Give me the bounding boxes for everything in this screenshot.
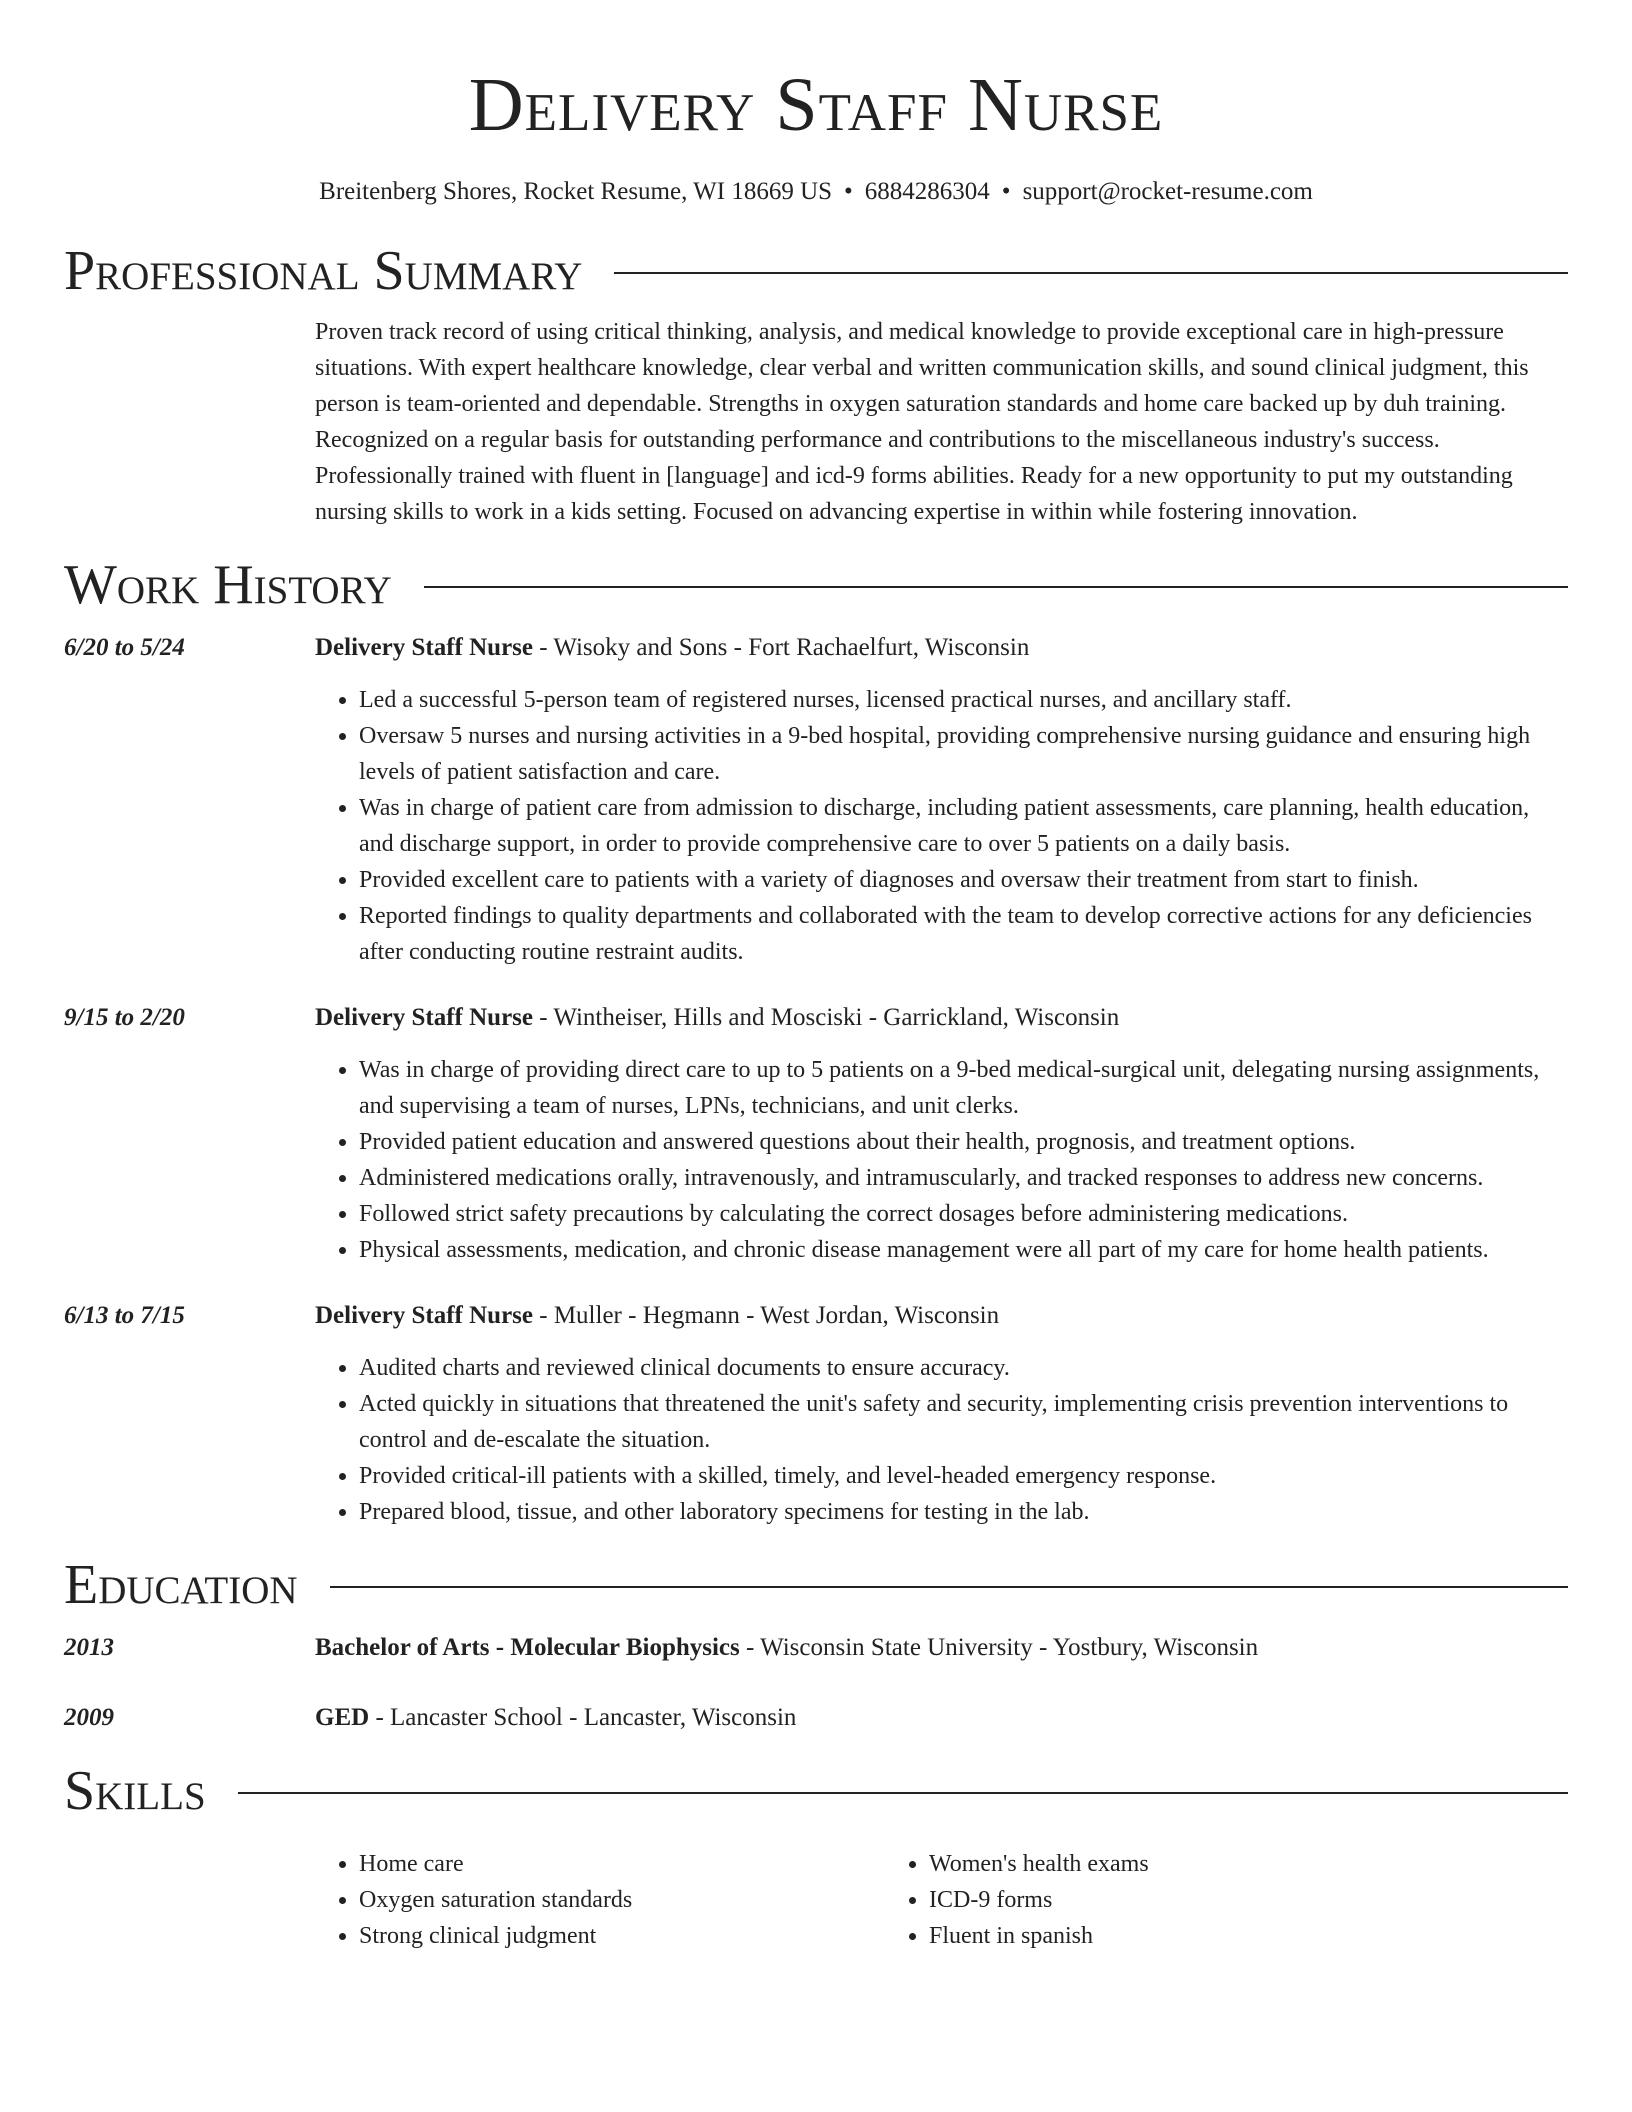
- list-item: • Provided excellent care to patients with a variety of diagnoses and oversaw their treatment from start to finish.: [359, 862, 1568, 898]
- summary-text: Proven track record of using critical thinking, analysis, and medical knowledge to provide exceptional care in high-pressure situations. With expert healthcare knowledge, clear verbal and written communication skills, and sound clinical judgment, this person is team-oriented and dependable. Strengths in oxygen saturation standards and home care backed up by duh training. Recognized on a regular basis for outstanding performance and contributions to the miscellaneous industry's success. Professionally trained with fluent in [language] and icd-9 forms abilities. Ready for a new opportunity to put my outstanding nursing skills to work in a kids setting. Focused on advancing expertise in within while fostering innovation.: [315, 319, 1529, 525]
- job-header: [315, 1298, 1568, 1334]
- job-details: - Wisoky and Sons - Fort Rachaelfurt, Wisconsin: [533, 634, 1030, 661]
- job-role: Delivery Staff Nurse: [315, 1004, 533, 1031]
- skill-item: • ICD-9 forms: [929, 1882, 1455, 1918]
- job-details: - Wintheiser, Hills and Mosciski - Garrickland, Wisconsin: [533, 1004, 1120, 1031]
- list-item: • Physical assessments, medication, and chronic disease management were all part of my care for home health patients.: [359, 1232, 1568, 1268]
- education-degree: GED: [315, 1704, 370, 1731]
- list-item: • Acted quickly in situations that threatened the unit's safety and security, implementing crisis prevention interventions to control and de-escalate the situation.: [359, 1386, 1568, 1458]
- education-year: 2013: [64, 1634, 114, 1661]
- job-header: [315, 1000, 1568, 1036]
- job-entry: [64, 630, 1568, 970]
- job-entry: [64, 1298, 1568, 1530]
- education-title: Education: [64, 1554, 298, 1616]
- section-divider: [424, 586, 1568, 588]
- contact-phone: 6884286304: [864, 178, 990, 205]
- job-role: Delivery Staff Nurse: [315, 1302, 533, 1329]
- summary-row: [64, 314, 1568, 530]
- list-item: • Audited charts and reviewed clinical documents to ensure accuracy.: [359, 1350, 1568, 1386]
- job-role: Delivery Staff Nurse: [315, 634, 533, 661]
- work-history-title: Work History: [64, 554, 392, 616]
- job-dates: 6/20 to 5/24: [64, 634, 185, 661]
- list-item: • Provided critical-ill patients with a skilled, timely, and level-headed emergency response.: [359, 1458, 1568, 1494]
- skills-column-left: [315, 1846, 885, 1954]
- list-item: • Followed strict safety precautions by calculating the correct dosages before administering medications.: [359, 1196, 1568, 1232]
- education-details: - Wisconsin State University - Yostbury, Wisconsin: [739, 1634, 1259, 1661]
- list-item: • Oversaw 5 nurses and nursing activities in a 9-bed hospital, providing comprehensive nursing guidance and ensuring high levels of patient satisfaction and care.: [359, 718, 1568, 790]
- job-bullets: [315, 1052, 1568, 1268]
- list-item: • Was in charge of providing direct care to up to 5 patients on a 9-bed medical-surgical unit, delegating nursing assignments, and supervising a team of nurses, LPNs, technicians, and unit clerks.: [359, 1052, 1568, 1124]
- candidate-name: Delivery Staff Nurse: [468, 63, 1164, 147]
- section-divider: [614, 272, 1568, 274]
- list-item: • Reported findings to quality departments and collaborated with the team to develop corrective actions for any deficiencies after conducting routine restraint audits.: [359, 898, 1568, 970]
- contact-address: Breitenberg Shores, Rocket Resume, WI 18669 US: [319, 178, 833, 205]
- skills-grid: [315, 1846, 1455, 1954]
- education-entry: [64, 1700, 1568, 1736]
- list-item: • Provided patient education and answered questions about their health, prognosis, and treatment options.: [359, 1124, 1568, 1160]
- job-details: - Muller - Hegmann - West Jordan, Wisconsin: [533, 1302, 1000, 1329]
- list-item: • Administered medications orally, intravenously, and intramuscularly, and tracked responses to address new concerns.: [359, 1160, 1568, 1196]
- education-year: 2009: [64, 1704, 114, 1731]
- list-item: • Led a successful 5-person team of registered nurses, licensed practical nurses, and ancillary staff.: [359, 682, 1568, 718]
- job-header: [315, 630, 1568, 666]
- work-history-heading: [64, 552, 1568, 618]
- skill-item: • Home care: [359, 1846, 885, 1882]
- job-bullets: [315, 682, 1568, 970]
- skill-item: • Women's health exams: [929, 1846, 1455, 1882]
- skills-column-right: [885, 1846, 1455, 1954]
- education-entry: [64, 1630, 1568, 1666]
- section-divider: [238, 1792, 1568, 1794]
- summary-heading: [64, 238, 1568, 304]
- education-details: - Lancaster School - Lancaster, Wisconsin: [369, 1704, 797, 1731]
- section-divider: [330, 1586, 1568, 1588]
- summary-title: Professional Summary: [64, 240, 583, 302]
- education-field: Molecular Biophysics: [510, 1634, 740, 1661]
- skills-row: [64, 1846, 1568, 1954]
- contact-email: support@rocket-resume.com: [1022, 178, 1313, 205]
- education-degree: Bachelor of Arts: [315, 1634, 490, 1661]
- contact-separator: •: [1001, 178, 1011, 205]
- education-heading: [64, 1552, 1568, 1618]
- contact-line: [64, 176, 1568, 208]
- education-separator: -: [489, 1634, 511, 1661]
- job-dates: 6/13 to 7/15: [64, 1302, 185, 1329]
- list-item: • Was in charge of patient care from admission to discharge, including patient assessments, care planning, health education, and discharge support, in order to provide comprehensive care to over 5 patients on a daily basis.: [359, 790, 1568, 862]
- skill-item: • Strong clinical judgment: [359, 1918, 885, 1954]
- skills-heading: [64, 1758, 1568, 1824]
- job-dates: 9/15 to 2/20: [64, 1004, 185, 1031]
- skills-title: Skills: [64, 1760, 206, 1822]
- job-entry: [64, 1000, 1568, 1268]
- list-item: • Prepared blood, tissue, and other laboratory specimens for testing in the lab.: [359, 1494, 1568, 1530]
- job-bullets: [315, 1350, 1568, 1530]
- skill-item: • Oxygen saturation standards: [359, 1882, 885, 1918]
- contact-separator: •: [844, 178, 853, 205]
- skill-item: • Fluent in spanish: [929, 1918, 1455, 1954]
